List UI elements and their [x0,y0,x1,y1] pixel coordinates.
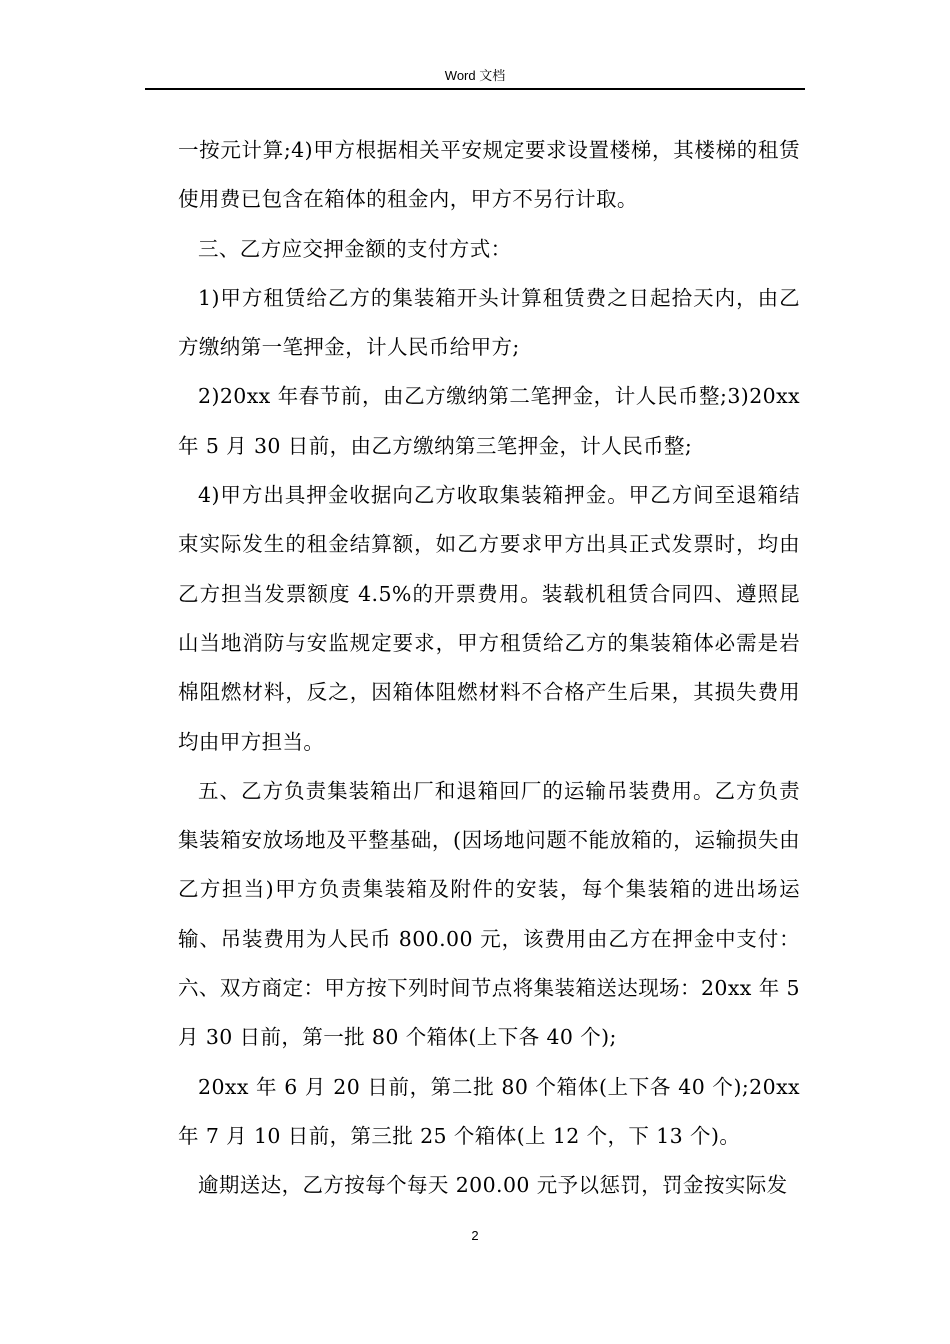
paragraph: 逾期送达，乙方按每个每天 200.00 元予以惩罚，罚金按实际发 [198,1173,788,1198]
paragraph: 一按元计算;4)甲方根据相关平安规定要求设置楼梯，其楼梯的租赁使用费已包含在箱体的租金内，甲方不另行计取。 [178,138,800,212]
paragraph: 1)甲方租赁给乙方的集装箱开头计算租赁费之日起拾天内，由乙方缴纳第一笔押金，计人民币给甲方; [178,285,800,360]
document-body [178,126,800,1211]
paragraph: 五、乙方负责集装箱出厂和退箱回厂的运输吊装费用。乙方负责集装箱安放场地及平整基础，(因场地问题不能放箱的，运输损失由乙方担当)甲方负责集装箱及附件的安装，每个集装箱的进出场运输、吊装费用为人民币 800.00 元，该费用由乙方在押金中支付：六、双方商定：甲方按下列时间节点将集装箱送达现场：20xx 年 5 月 30 日前，第一批 80 个箱体(上下各 40 个); [178,778,800,1050]
page-header [145,66,805,90]
header-title: Word 文档 [444,68,506,83]
paragraph: 20xx 年 6 月 20 日前，第二批 80 个箱体(上下各 40 个);20xx 年 7 月 10 日前，第三批 25 个箱体(上 12 个，下 13 个)。 [178,1074,800,1148]
page-number: 2 [471,1228,479,1243]
paragraph: 2)20xx 年春节前，由乙方缴纳第二笔押金，计人民币整;3)20xx 年 5 月 30 日前，由乙方缴纳第三笔押金，计人民币整; [178,384,800,458]
paragraph: 4)甲方出具押金收据向乙方收取集装箱押金。甲乙方间至退箱结束实际发生的租金结算额，如乙方要求甲方出具正式发票时，均由乙方担当发票额度 4.5%的开票费用。装载机租赁合同四、遵照昆山当地消防与安监规定要求，甲方租赁给乙方的集装箱体必需是岩棉阻燃材料，反之，因箱体阻燃材料不合格产生后果，其损失费用均由甲方担当。 [178,483,800,754]
paragraph: 三、乙方应交押金额的支付方式： [198,236,512,261]
